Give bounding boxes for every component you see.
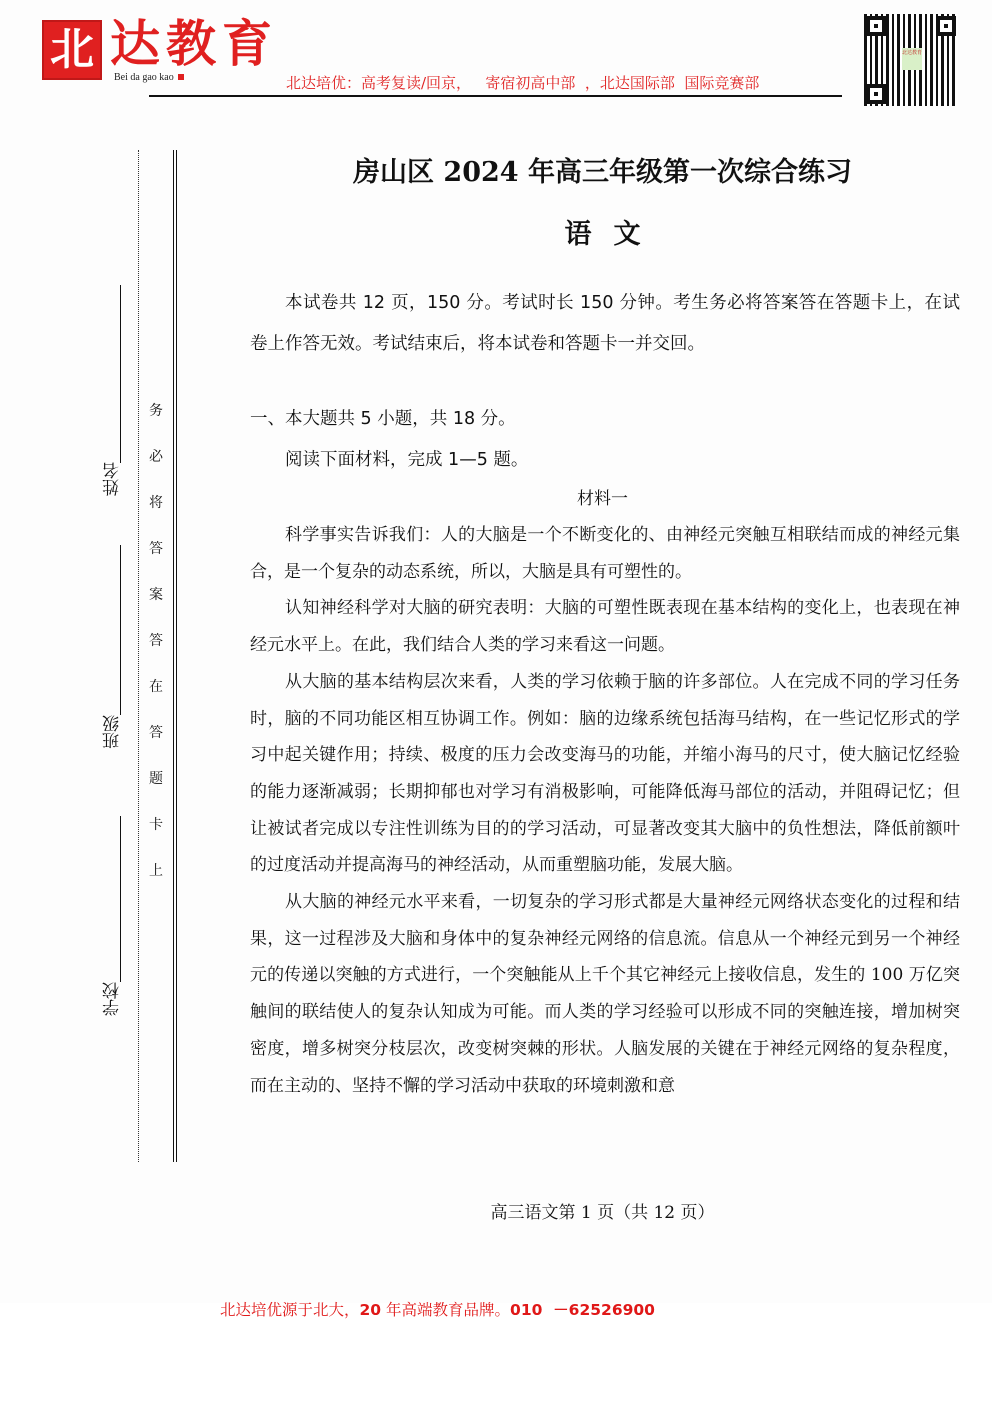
brand-text: 北达培优源于北大，: [220, 1301, 360, 1319]
brand-text: 年高端教育品牌。: [381, 1301, 511, 1319]
passage-paragraph: 从大脑的基本结构层次来看，人类的学习依赖于脑的许多部位。人在完成不同的学习任务时，脑的不同功能区相互协调工作。例如：脑的边缘系统包括海马结构，在一些记忆形式的学习中起关键作用；持续、极度的压力会改变海马的功能，并缩小海马的尺寸，使大脑记忆经验的能力逐渐减弱；长期抑郁也对学习有消极影响，可能降低海马部位的活动，并阻碍记忆；但让被试者完成以专注性训练为目的的学习活动，可显著改变其大脑中的负性想法，降低前额叶的过度活动并提高海马的神经活动，从而重塑脑功能，发展大脑。: [250, 671, 960, 876]
notice-char: 答: [149, 725, 163, 741]
school-label: 学校: [103, 982, 123, 1016]
class-label: 班级: [103, 715, 123, 749]
binding-border: [173, 150, 177, 1162]
section-heading: 一、本大题共 5 小题，共 18 分。: [250, 409, 516, 429]
notice-char: 题: [149, 771, 163, 787]
square-icon: [178, 74, 184, 80]
exam-title: 房山区 2024 年高三年级第一次综合练习: [353, 157, 852, 188]
page-number: 高三语文第 1 页（共 12 页）: [490, 1203, 715, 1223]
logo-mark: 北: [42, 20, 102, 80]
notice-char: 答: [149, 633, 163, 649]
answer-card-notice: [148, 400, 164, 906]
reading-passage: [250, 517, 960, 1104]
notice-char: 卡: [149, 817, 163, 833]
school-field[interactable]: [120, 816, 121, 982]
logo-subtitle: [114, 72, 184, 83]
qr-finder: [866, 84, 886, 104]
notice-char: 答: [149, 541, 163, 557]
class-field[interactable]: [120, 545, 121, 715]
brand-footer: [220, 1298, 655, 1320]
notice-char: 案: [149, 587, 163, 603]
header-slogan: 北达培优：高考复读/回京， 寄宿初高中部 ，北达国际部 国际竞赛部: [286, 74, 760, 92]
passage-paragraph: 科学事实告诉我们：人的大脑是一个不断变化的、由神经元突触互相联结而成的神经元集合，是一个复杂的动态系统，所以，大脑是具有可塑性的。: [250, 525, 960, 582]
material-title: 材料一: [577, 489, 628, 509]
notice-char: 上: [149, 863, 163, 879]
name-field[interactable]: [120, 285, 121, 463]
qr-code-icon: [864, 14, 958, 106]
logo-subtitle-text: Bei da gao kao: [114, 72, 174, 83]
brand-years: 20: [359, 1301, 382, 1319]
qr-finder: [866, 16, 886, 36]
qr-center-label: 北达教育: [902, 48, 922, 70]
passage-paragraph: 认知神经科学对大脑的研究表明：大脑的可塑性既表现在基本结构的变化上，也表现在神经元水平上。在此，我们结合人类的学习来看这一问题。: [250, 598, 960, 656]
qr-finder: [936, 16, 956, 36]
binding-cut-line: [138, 150, 139, 1162]
section-directive: 阅读下面材料，完成 1—5 题。: [285, 450, 529, 470]
exam-instructions: 本试卷共 12 页，150 分。考试时长 150 分钟。考生务必将答案答在答题卡上，在试卷上作答无效。考试结束后，将本试卷和答题卡一并交回。: [250, 293, 960, 354]
logo-name: 达教育: [110, 14, 278, 73]
exam-subject: 语文: [564, 219, 663, 250]
name-label: 姓名: [103, 462, 123, 496]
header-divider: [149, 95, 842, 97]
brand-phone: 010 －62526900: [510, 1301, 655, 1319]
passage-paragraph: 从大脑的神经元水平来看，一切复杂的学习形式都是大量神经元网络状态变化的过程和结果，这一过程涉及大脑和身体中的复杂神经元网络的信息流。信息从一个神经元到另一个神经元的传递以突触的方式进行，一个突触能从上千个其它神经元上接收信息，发生的 100 万亿突触间的联结使人的复杂认知成为可能。而人类的学习经验可以形成不同的突触连接，增加树突密度，增多树突分枝层次，改变树突棘的形状。人脑发展的关键在于神经元网络的复杂程度，而在主动的、坚持不懈的学习活动中获取的环境刺激和意: [250, 892, 960, 1096]
notice-char: 必: [149, 449, 163, 465]
notice-char: 务: [149, 403, 163, 419]
notice-char: 在: [149, 679, 163, 695]
notice-char: 将: [149, 495, 163, 511]
